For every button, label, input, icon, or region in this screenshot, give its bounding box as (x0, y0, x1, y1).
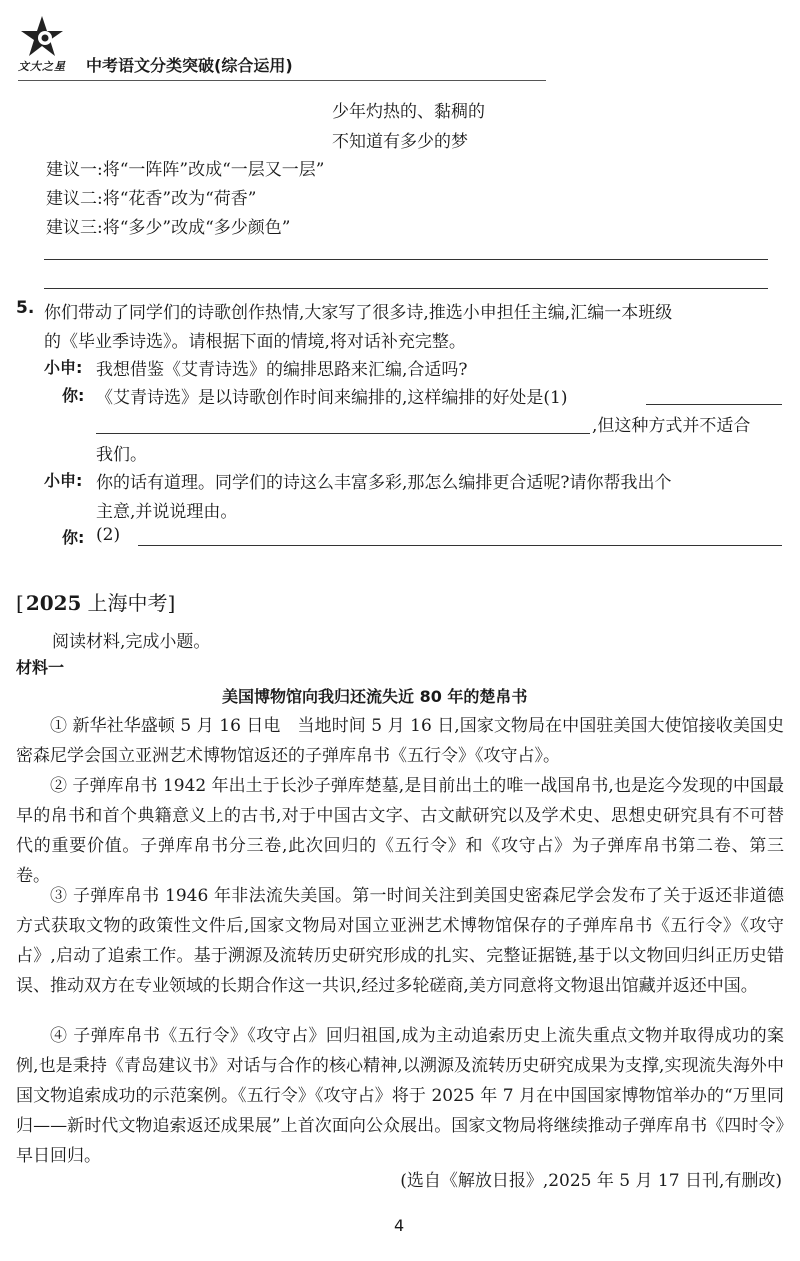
poem-line-1: 少年灼热的、黏稠的 (332, 102, 485, 122)
suggestion-3: 建议三:将“多少”改成“多少颜色” (46, 218, 291, 238)
article-paragraph-1: ① 新华社华盛顿 5 月 16 日电 当地时间 5 月 16 日,国家文物局在中国驻美国大使馆接收美国史密森尼学会国立亚洲艺术博物馆返还的子弹库帛书《五行令》《攻守占》。 (16, 716, 784, 766)
dialogue-3-line-2: 主意,并说说理由。 (96, 502, 238, 522)
article-paragraph-2: ② 子弹库帛书 1942 年出土于长沙子弹库楚墓,是目前出土的唯一战国帛书,也是迄今发现的中国最早的帛书和首个典籍意义上的古书,对于中国古文字、古文献研究以及学术史、思想史研究具有不可替代的重要价值。子弹库帛书分三卷,此次回归的《五行令》和《攻守占》为子弹库帛书第二卷、第三卷。 (16, 776, 784, 886)
section-heading (16, 587, 175, 616)
suggestion-1: 建议一:将“一阵阵”改成“一层又一层” (46, 160, 325, 180)
logo-text: 文大之星 (18, 60, 66, 73)
header-title: 中考语文分类突破(综合运用) (86, 56, 293, 75)
dialogue-1-text: 我想借鉴《艾青诗选》的编排思路来汇编,合适吗? (96, 360, 468, 380)
heading-bracket-close: ] (167, 591, 176, 615)
suggestion-2: 建议二:将“花香”改为“荷香” (46, 189, 257, 209)
question-5-intro-2: 的《毕业季诗选》。请根据下面的情境,将对话补充完整。 (44, 332, 466, 352)
dialogue-2-text: 《艾青诗选》是以诗歌创作时间来编排的,这样编排的好处是(1) (96, 388, 568, 408)
source-citation: (选自《解放日报》,2025 年 5 月 17 日刊,有删改) (400, 1171, 782, 1191)
poem-line-2: 不知道有多少的梦 (332, 132, 468, 152)
blank-2-line[interactable] (138, 545, 782, 546)
blank-1-line-a[interactable] (646, 404, 782, 405)
dialogue-3-line-1: 你的话有道理。同学们的诗这么丰富多彩,那怎么编排更合适呢?请你帮我出个 (96, 473, 672, 493)
dialogue-2-cont: ,但这种方式并不适合 (592, 416, 751, 436)
heading-bracket-open: [ (16, 591, 24, 615)
page-number: 4 (394, 1216, 405, 1235)
star-logo-icon (18, 14, 66, 58)
answer-line-2[interactable] (44, 288, 768, 289)
dialogue-3-speaker: 小申: (44, 471, 83, 490)
dialogue-4-speaker: 你: (62, 528, 85, 547)
dialogue-2-speaker: 你: (62, 386, 85, 405)
header-logo (18, 14, 66, 74)
dialogue-4-text: (2) (96, 525, 121, 545)
answer-line-1[interactable] (44, 259, 768, 260)
header-rule (18, 80, 546, 81)
blank-1-line-b[interactable] (96, 433, 590, 434)
material-label: 材料一 (16, 658, 65, 677)
dialogue-2-end: 我们。 (96, 445, 147, 465)
article-title: 美国博物馆向我归还流失近 80 年的楚帛书 (222, 687, 528, 706)
question-5-intro-1: 你们带动了同学们的诗歌创作热情,大家写了很多诗,推选小申担任主编,汇编一本班级 (44, 303, 673, 323)
instruction: 阅读材料,完成小题。 (52, 632, 211, 652)
heading-year: 2025 (25, 591, 82, 615)
question-5-number: 5. (16, 298, 35, 318)
article-paragraph-4: ④ 子弹库帛书《五行令》《攻守占》回归祖国,成为主动追索历史上流失重点文物并取得成功的案例,也是秉持《青岛建议书》对话与合作的核心精神,以溯源及流转历史研究成果为支撑,实现流失海外中国文物追索成功的示范案例。《五行令》《攻守占》将于 2025 年 7 月在中国国家博物馆举办的“万里同归——新时代文物追索返还成果展”上首次面向公众展出。国家文物局将继续推动子弹库帛书《四时令》早日回归。 (16, 1026, 784, 1166)
dialogue-1-speaker: 小申: (44, 358, 83, 377)
article-paragraph-3: ③ 子弹库帛书 1946 年非法流失美国。第一时间关注到美国史密森尼学会发布了关于返还非道德方式获取文物的政策性文件后,国家文物局对国立亚洲艺术博物馆保存的子弹库帛书《五行令》《攻守占》,启动了追索工作。基于溯源及流转历史研究形成的扎实、完整证据链,基于以文物回归纠正历史错误、推动双方在专业领域的长期合作这一共识,经过多轮磋商,美方同意将文物退出馆藏并返还中国。 (16, 886, 784, 996)
heading-text: 上海中考 (87, 591, 168, 615)
